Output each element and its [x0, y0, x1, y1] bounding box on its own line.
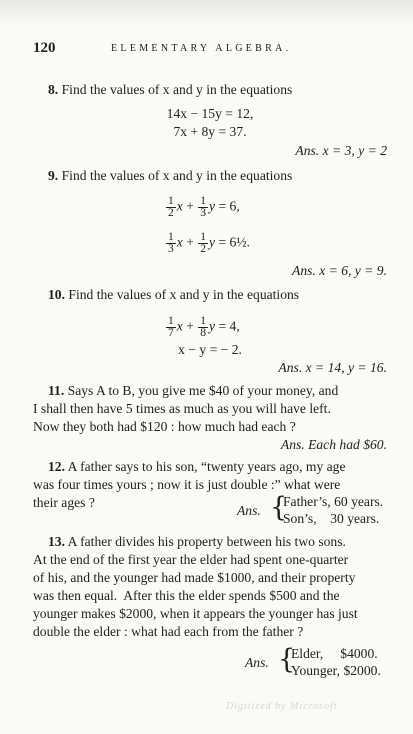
problem-11-number: 11.	[48, 383, 65, 398]
problem-8-equation-2: 7x + 8y = 37.	[173, 124, 247, 139]
problem-13-answer-1: Elder, $4000.	[291, 646, 378, 661]
problem-9-equation-1: $\frac{1}{2}$ x + $\frac{1}{3}$ y = 6,	[168, 195, 240, 219]
answer-brace: {	[270, 492, 288, 523]
problem-12-line-3: their ages ?	[33, 495, 95, 510]
running-title: ELEMENTARY ALGEBRA.	[111, 43, 292, 54]
problem-11-answer: Ans. Each had $60.	[280, 437, 387, 452]
problem-12-line-2: was four times yours ; now it is just double :” what were	[33, 477, 341, 492]
problem-13-line-5: younger makes $2000, when it appears the younger has just	[33, 606, 358, 621]
problem-8-number: 8.	[48, 82, 59, 97]
problem-13-answer-2: Younger, $2000.	[291, 663, 381, 678]
fraction: $\frac{1}{3}$	[200, 195, 207, 219]
problem-12-answer-label: Ans.	[237, 503, 261, 518]
fraction: $\frac{1}{2}$	[168, 195, 174, 219]
fraction: $\frac{1}{7}$	[168, 315, 174, 339]
problem-11-line-3: Now they both had $120 : how much had each ?	[33, 419, 296, 434]
problem-10-answer: Ans. x = 14, y = 16.	[278, 360, 387, 375]
problem-8-text: Find the values of x and y in the equations	[61, 82, 293, 97]
fraction: $\frac{1}{2}$	[200, 231, 207, 255]
problem-8-equation-1: 14x − 15y = 12,	[166, 106, 254, 121]
problem-12-number: 12.	[48, 459, 65, 474]
fraction: $\frac{1}{8}$	[200, 315, 207, 339]
problem-13-line-2: At the end of the first year the elder had spent one-quarter	[33, 552, 349, 567]
answer-brace: {	[278, 644, 296, 675]
problem-8-prompt	[48, 82, 292, 98]
problem-12-answer-2: Son’s, 30 years.	[283, 511, 380, 526]
problem-12-answer-1: Father’s, 60 years.	[283, 494, 384, 509]
problem-9-number: 9.	[48, 168, 59, 183]
problem-10-equation-2: x − y = − 2.	[178, 342, 242, 357]
problem-12-line-1: 12. A father says to his son, “twenty years ago, my age	[48, 459, 346, 474]
digitization-watermark: Digitized by Microsoft	[226, 701, 338, 712]
problem-9-equation-2: $\frac{1}{3}$ x + $\frac{1}{2}$ y = 6½.	[168, 231, 250, 255]
page-number: 120	[33, 40, 56, 56]
page-header	[33, 40, 380, 60]
problem-9-prompt	[48, 168, 292, 184]
fraction: $\frac{1}{3}$	[168, 231, 174, 255]
problem-10-text: Find the values of x and y in the equations	[68, 287, 300, 302]
problem-13-line-1: 13. A father divides his property between his two sons.	[48, 534, 346, 549]
problem-10-equation-1: $\frac{1}{7}$ x + $\frac{1}{8}$ y = 4,	[168, 315, 240, 339]
problem-13-line-6: double the elder : what had each from the father ?	[33, 624, 304, 639]
problem-13-answer-label: Ans.	[245, 655, 269, 670]
problem-8-answer: Ans. x = 3, y = 2	[295, 143, 387, 158]
problem-13-line-3: of his, and the younger had made $1000, and their property	[33, 570, 356, 585]
problem-11-line-2: I shall then have 5 times as much as you will have left.	[33, 401, 331, 416]
problem-10-number: 10.	[48, 287, 65, 302]
problem-10-prompt	[48, 287, 299, 303]
problem-11-line-1: 11. Says A to B, you give me $40 of your money, and	[48, 383, 339, 398]
problem-9-text: Find the values of x and y in the equations	[61, 168, 293, 183]
page-edge-shadow	[0, 0, 413, 26]
problem-13-line-4: was then equal. After this the elder spends $500 and the	[33, 588, 340, 603]
problem-13-number: 13.	[48, 534, 65, 549]
problem-9-answer: Ans. x = 6, y = 9.	[292, 263, 387, 278]
